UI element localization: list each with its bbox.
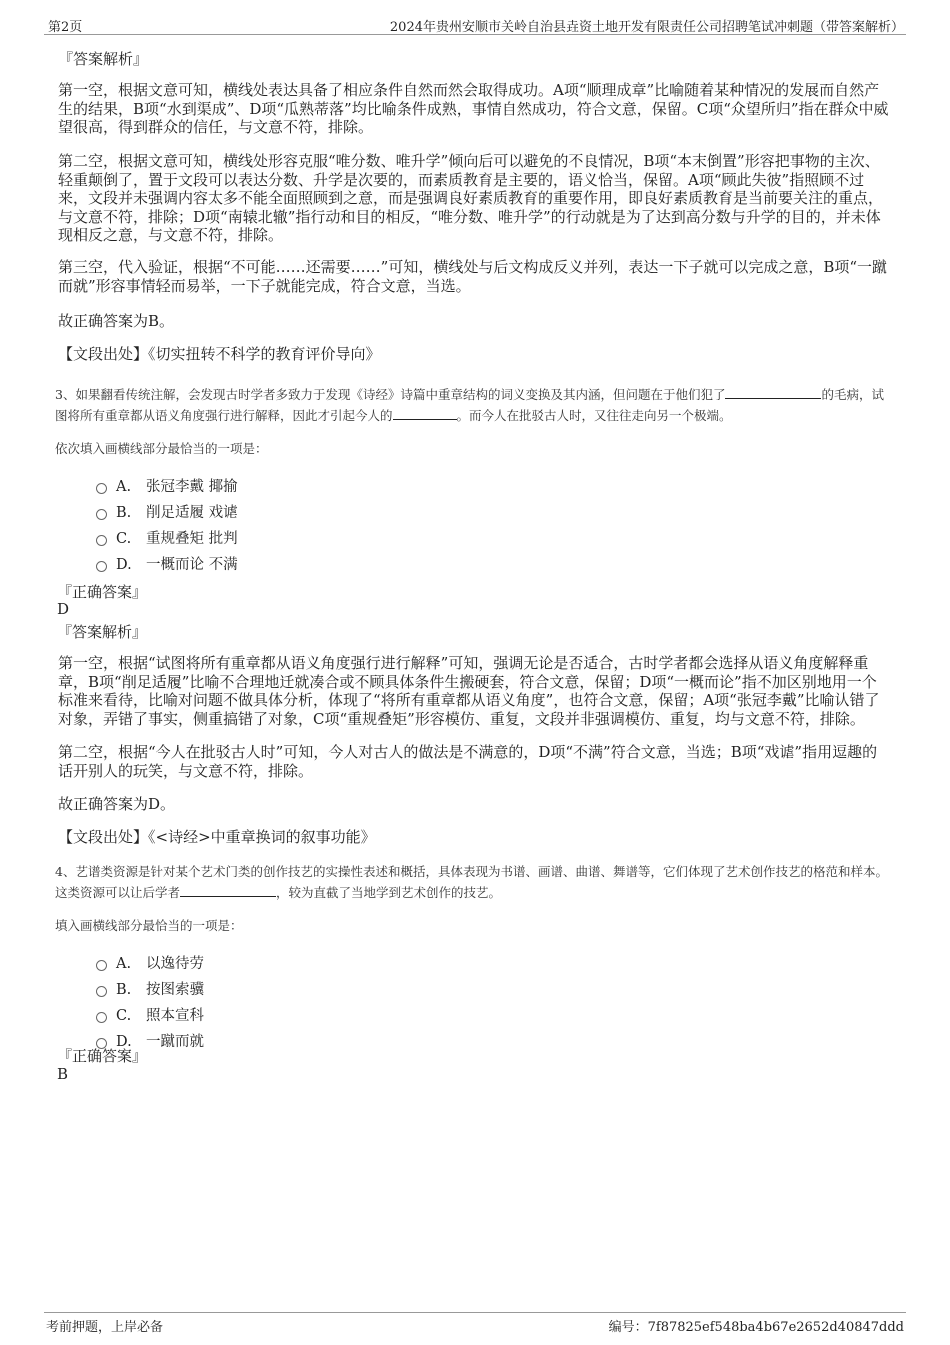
q3-source: 【文段出处】《<诗经>中重章换词的叙事功能》 (58, 828, 376, 846)
q2-conclusion: 故正确答案为B。 (58, 312, 175, 330)
radio-icon[interactable] (96, 483, 107, 494)
q3-option-c[interactable]: C. 重规叠矩 批判 (96, 527, 238, 547)
radio-icon[interactable] (96, 960, 107, 971)
q4-stem (55, 861, 895, 903)
radio-icon[interactable] (96, 509, 107, 520)
page-number: 第2页 (48, 20, 83, 35)
radio-icon[interactable] (96, 535, 107, 546)
q3-stem-part2: 的 (821, 387, 834, 402)
document-title: 2024年贵州安顺市关岭自治县垚资土地开发有限责任公司招聘笔试冲刺题（带答案解析） (389, 20, 904, 35)
q3-blank-1 (725, 385, 821, 399)
q4-blank (180, 883, 276, 897)
radio-icon[interactable] (96, 986, 107, 997)
q4-correct-answer: B (57, 1065, 69, 1083)
q3-analysis-p2: 第二空，根据“今人在批驳古人时”可知，今人对古人的做法是不满意的，D项“不满”符合文意，当选；B项“戏谑”指用逗趣的话开别人的玩笑，与文意不符，排除。 (58, 743, 878, 780)
q3-option-d[interactable]: D. 一概而论 不满 (96, 553, 238, 573)
q3-correct-answer: D (57, 600, 70, 618)
q3-stem-part3: 毛病，试图将所有重章都从语义角度强行进行解释，因此才引起今人的 (55, 387, 884, 423)
q3-prompt: 依次填入画横线部分最恰当的一项是： (55, 441, 268, 456)
q2-analysis-p2: 第二空，根据文意可知，横线处形容克服“唯分数、唯升学”倾向后可以避免的不良情况，B项“本末倒置”形容把事物的主次、轻重颠倒了，置于文段可以表达分数、升学是次要的，而素质教育是主要的，语义恰当，保留。A项“顾此失彼”指照顾不过来，文段并未强调内容太多不能全面照顾到之意，而是强调良好素质教育的重要作用，即良好素质教育是当前要关注的重点，与文意不符，排除；D项“南辕北辙”指行动和目的相反，“唯分数、唯升学”的行动就是为了达到高分数与升学的目的，并未体现相反之意，与文意不符，排除。 (58, 152, 884, 244)
q4-option-d[interactable]: D. 一蹴而就 (96, 1030, 204, 1050)
q3-stem (55, 384, 895, 426)
q3-stem-part4: 。而今人在批驳古人时，又往往走向另一个极端。 (456, 408, 732, 423)
q3-option-a[interactable]: A. 张冠李戴 揶揄 (96, 475, 238, 495)
q4-correct-label: 『正确答案』 (57, 1047, 148, 1065)
q2-source: 【文段出处】《切实扭转不科学的教育评价导向》 (58, 345, 381, 363)
q3-option-b[interactable]: B. 削足适履 戏谑 (96, 501, 238, 521)
q4-option-c[interactable]: C. 照本宣科 (96, 1004, 204, 1024)
q3-analysis-p1: 第一空，根据“试图将所有重章都从语义角度强行进行解释”可知，强调无论是否适合，古时学者都会选择从语义角度解释重章，B项“削足适履”比喻不合理地迁就凑合或不顾具体条件生搬硬套，符合文意，保留；D项“一概而论”指不加区别地用一个标准来看待，比喻对问题不做具体分析，体现了“将所有重章都从语义角度”，也符合文意，保留；A项“张冠李戴”比喻认错了对象，弄错了事实，侧重搞错了对象，C项“重规叠矩”形容模仿、重复，文段并非强调模仿、重复，均与文意不符，排除。 (58, 654, 880, 728)
q2-analysis-p3: 第三空，代入验证，根据“不可能……还需要……”可知，横线处与后文构成反义并列，表达一下子就可以完成之意，B项“一蹴而就”形容事情轻而易举，一下子就能完成，符合文意，当选。 (58, 258, 888, 295)
document-code: 编号：7f87825ef548ba4b67e2652d40847ddd (608, 1320, 904, 1335)
q3-correct-label: 『正确答案』 (57, 583, 148, 601)
radio-icon[interactable] (96, 561, 107, 572)
q2-analysis-p1: 第一空，根据文意可知，横线处表达具备了相应条件自然而然会取得成功。A项“顺理成章”比喻随着某种情况的发展而自然产生的结果，B项“水到渠成”、D项“瓜熟蒂落”均比喻条件成熟，事情自然成功，符合文意，保留。C项“众望所归”指在群众中威望很高，得到群众的信任，与文意不符，排除。 (58, 81, 889, 136)
q3-stem-part1: 3、如果翻看传统注解，会发现古时学者多致力于发现《诗经》诗篇中重章结构的词义变换及其内涵，但问题在于他们犯了 (55, 387, 726, 402)
q3-conclusion: 故正确答案为D。 (58, 795, 176, 813)
q4-stem-part1: 4、艺谱类资源是针对某个艺术门类的创作技艺的实操性表述和概括，具体表现为书谱、画谱、曲谱、舞谱等，它们体现了艺术创作技艺的格范和样本。这类资源可以让后学者 (55, 864, 888, 900)
q4-stem-part2: ，较为直截了当地学到艺术创作的技艺。 (276, 885, 502, 900)
page-footer (44, 1312, 906, 1335)
page-header (44, 14, 906, 35)
q3-analysis-label: 『答案解析』 (57, 623, 148, 641)
q4-option-a[interactable]: A. 以逸待劳 (96, 952, 204, 972)
q2-analysis-label: 『答案解析』 (58, 50, 149, 68)
footer-slogan: 考前押题，上岸必备 (46, 1320, 164, 1335)
q4-option-b[interactable]: B. 按图索骥 (96, 978, 204, 998)
q3-blank-2 (393, 406, 457, 420)
radio-icon[interactable] (96, 1012, 107, 1023)
q4-prompt: 填入画横线部分最恰当的一项是： (55, 918, 243, 933)
